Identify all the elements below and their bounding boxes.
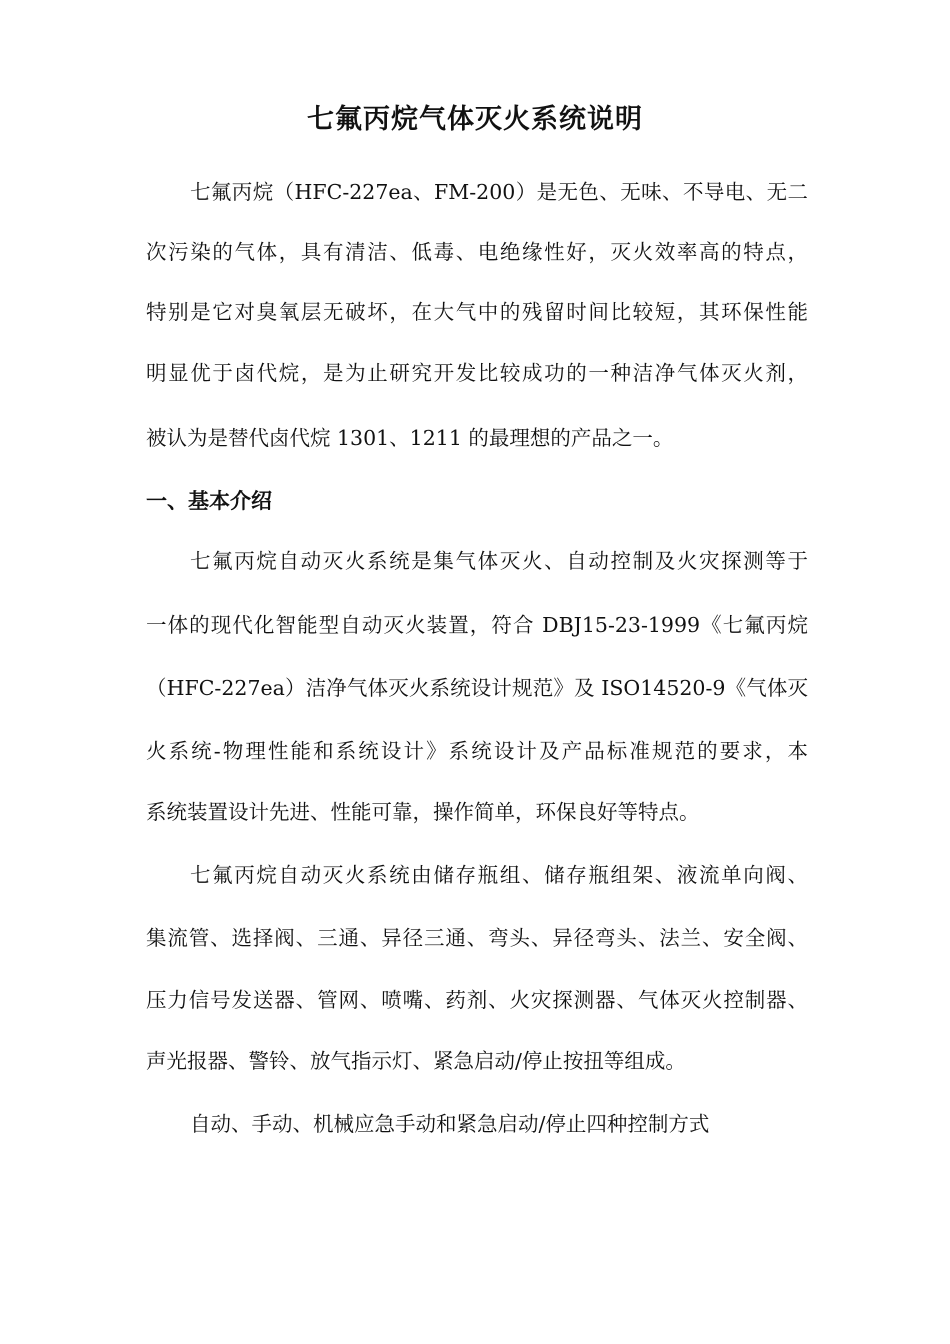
intro-line-5: 被认为是替代卤代烷 1301、1211 的最理想的产品之一。 bbox=[146, 426, 674, 450]
section1-p3-line-1: 自动、手动、机械应急手动和紧急启动/停止四种控制方式 bbox=[190, 1112, 710, 1136]
section1-p1-line-5: 系统装置设计先进、性能可靠，操作简单，环保良好等特点。 bbox=[146, 800, 700, 824]
section1-p1-line-3: （HFC-227ea）洁净气体灭火系统设计规范》及 ISO14520-9《气体灭 bbox=[146, 676, 808, 700]
section1-p1-line-1: 七氟丙烷自动灭火系统是集气体灭火、自动控制及火灾探测等于 bbox=[190, 549, 808, 573]
section1-p2-line-2: 集流管、选择阀、三通、异径三通、弯头、异径弯头、法兰、安全阀、 bbox=[146, 926, 808, 950]
intro-line-1: 七氟丙烷（HFC-227ea、FM-200）是无色、无味、不导电、无二 bbox=[190, 180, 808, 204]
section1-p2-line-3: 压力信号发送器、管网、喷嘴、药剂、火灾探测器、气体灭火控制器、 bbox=[146, 988, 808, 1012]
document-title: 七氟丙烷气体灭火系统说明 bbox=[307, 104, 643, 135]
section1-p1-line-4: 火系统-物理性能和系统设计》系统设计及产品标准规范的要求，本 bbox=[146, 739, 808, 763]
intro-line-4: 明显优于卤代烷，是为止研究开发比较成功的一种洁净气体灭火剂， bbox=[146, 361, 808, 385]
intro-line-2: 次污染的气体，具有清洁、低毒、电绝缘性好，灭火效率高的特点， bbox=[146, 240, 808, 264]
section1-p2-line-1: 七氟丙烷自动灭火系统由储存瓶组、储存瓶组架、液流单向阀、 bbox=[190, 863, 808, 887]
section1-p2-line-4: 声光报器、警铃、放气指示灯、紧急启动/停止按扭等组成。 bbox=[146, 1049, 686, 1073]
section-heading-basic-intro: 一、基本介绍 bbox=[146, 488, 272, 513]
intro-line-3: 特别是它对臭氧层无破坏，在大气中的残留时间比较短，其环保性能 bbox=[146, 300, 808, 324]
section1-p1-line-2: 一体的现代化智能型自动灭火装置，符合 DBJ15-23-1999《七氟丙烷 bbox=[146, 613, 808, 637]
